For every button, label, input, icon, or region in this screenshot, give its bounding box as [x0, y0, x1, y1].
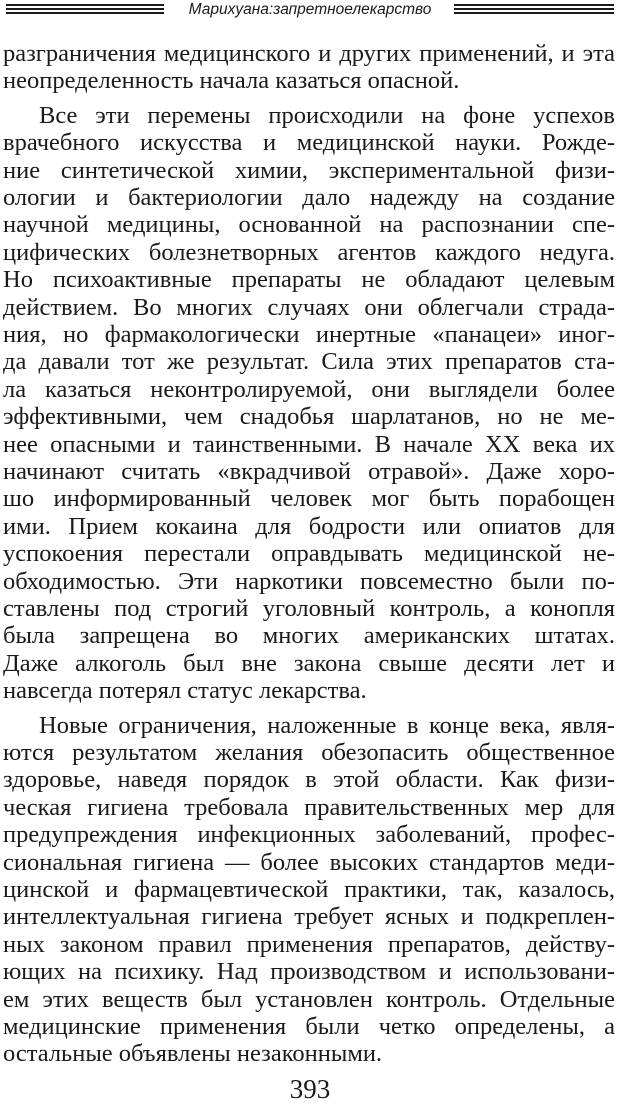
text-line: цифических болезнетворных агентов каждого недуга. — [3, 238, 615, 266]
text-line: ния, но фармакологически инертные «панацеи» иног- — [3, 321, 615, 348]
text-line: обходимостью. Эти наркотики повсеместно были по- — [3, 567, 615, 595]
text-line: эффективными, чем снадобья шарлатанов, но не ме- — [3, 403, 615, 431]
text-line: медицинские применения были четко определены, а — [3, 1013, 615, 1040]
text-line: шо информированный человек мог быть порабощен — [3, 485, 615, 513]
text-line: Даже алкоголь был вне закона свыше десяти лет и — [3, 649, 615, 677]
text-line: да давали тот же результат. Сила этих препаратов ста- — [3, 348, 615, 376]
text-line: Все эти перемены происходили на фоне успехов — [39, 101, 615, 129]
text-line: ологии и бактериологии дало надежду на создание — [3, 184, 615, 211]
text-line: ются результатом желания обезопасить общественное — [3, 739, 615, 766]
text-line: сиональная гигиена — более высоких стандартов меди- — [3, 848, 615, 876]
text-line: интеллектуальная гигиена требует ясных и подкреплен- — [3, 903, 615, 931]
text-line: остальные объявлены незаконными. — [3, 1040, 383, 1068]
text-line: Но психоактивные препараты не обладают целевым — [3, 266, 615, 294]
text-line: научной медицины, основанной на распознании спе- — [3, 211, 615, 239]
running-head-rule-left — [6, 4, 164, 16]
text-line: ческая гигиена требовала правительственных мер для — [3, 793, 615, 821]
text-line: действием. Во многих случаях они облегчали страда- — [3, 293, 615, 321]
text-line: начинают считать «вкрадчивой отравой». Даже хоро- — [3, 458, 615, 485]
text-line: ние синтетической химии, экспериментальной физи- — [3, 156, 615, 184]
text-line: успокоения перестали оправдывать медицинской не- — [3, 540, 615, 568]
text-line: Новые ограничения, наложенные в конце века, явля- — [39, 711, 615, 739]
text-line: ем этих веществ был установлен контроль. Отдельные — [3, 985, 615, 1013]
text-line: ющих на психику. Над производством и использовани- — [3, 958, 615, 986]
running-head — [0, 0, 620, 24]
running-head-rule-right — [454, 4, 614, 16]
text-line: ных законом правил применения препаратов, действу- — [3, 930, 615, 958]
text-line: здоровье, наведя порядок в этой области. Как физи- — [3, 766, 615, 794]
text-line: ими. Прием кокаина для бодрости или опиатов для — [3, 512, 615, 540]
text-line: ла казаться неконтролируемой, они выглядели более — [3, 375, 615, 403]
page-number: 393 — [289, 1074, 331, 1104]
text-line: нее опасными и таинственными. В начале XX века их — [3, 430, 615, 458]
text-line: ставлены под строгий уголовный контроль, а конопля — [3, 595, 615, 622]
text-line: предупреждения инфекционных заболеваний, профес- — [3, 821, 615, 849]
text-line: цинской и фармацевтической практики, так, казалось, — [3, 876, 615, 903]
running-head-title: Марихуана:запретноелекарство — [188, 1, 432, 18]
text-line: неопределенность начала казаться опасной. — [3, 67, 460, 95]
text-line: навсегда потерял статус лекарства. — [3, 677, 367, 705]
text-line: была запрещена во многих американских штатах. — [3, 622, 615, 650]
text-line: разграничения медицинского и других применений, и эта — [3, 40, 615, 67]
text-line: врачебного искусства и медицинской науки. Рожде- — [3, 129, 615, 157]
